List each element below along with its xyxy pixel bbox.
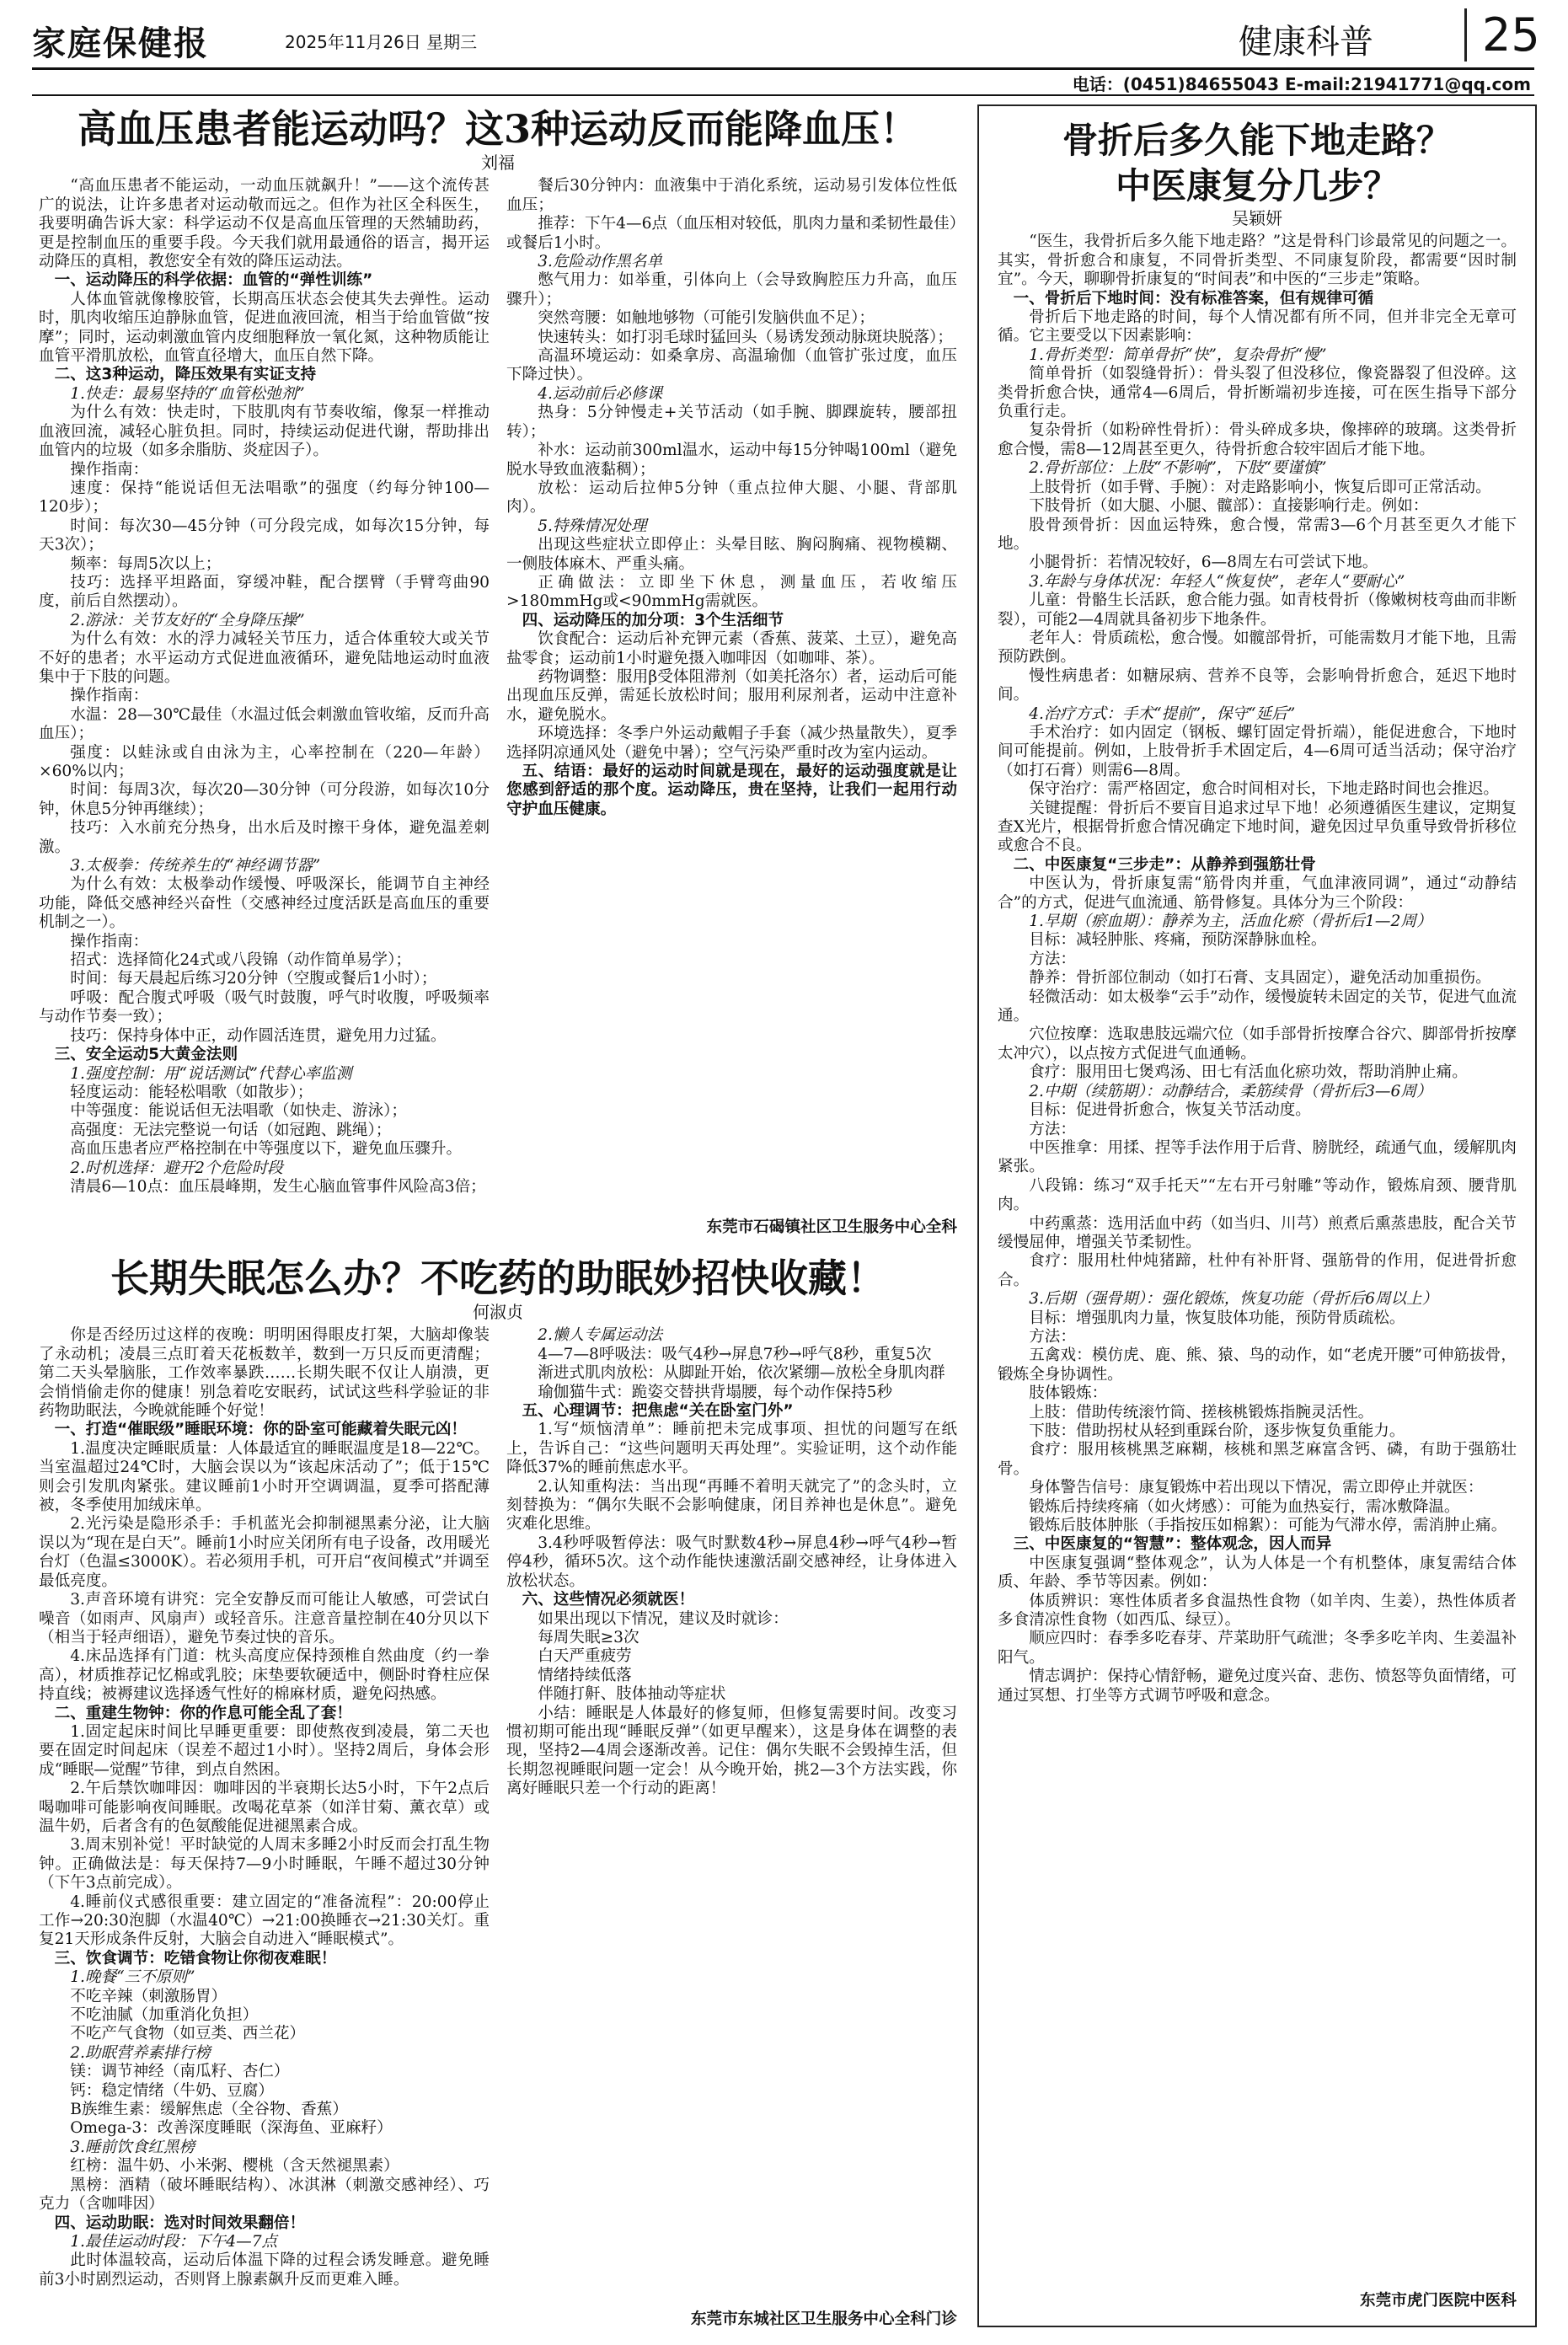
article-title: 高血压患者能运动吗？这3种运动反而能降血压！ <box>77 106 918 152</box>
paragraph: 3.周末别补觉！平时缺觉的人周末多睡2小时反而会打乱生物钟。正确做法是：每天保持7—9小时睡眠，午睡不超过30分钟（下午3点前完成）。 <box>39 1836 490 1893</box>
subheading: 3.危险动作黑名单 <box>538 253 663 271</box>
section-name: 健康科普 <box>1239 23 1373 62</box>
paragraph: 餐后30分钟内：血液集中于消化系统，运动易引发体位性低血压； <box>506 177 957 214</box>
paragraph: 伴随打鼾、肢体抽动等症状 <box>538 1685 726 1704</box>
paragraph: 水温：28—30℃最佳（水温过低会刺激血管收缩，反而升高血压）； <box>39 705 490 743</box>
paragraph: 中等强度：能说话但无法唱歌（如快走、游泳）； <box>70 1102 407 1121</box>
article-body <box>39 1326 957 2307</box>
paragraph: 儿童：骨骼生长活跃，愈合能力强。如青枝骨折（像嫩树枝弯曲而非断裂），可能2—4周就具备初步下地条件。 <box>998 592 1517 629</box>
paragraph: 下肢骨折（如大腿、小腿、髋部）：直接影响行走。例如： <box>1029 497 1429 516</box>
article-org: 东莞市东城社区卫生服务中心全科门诊 <box>690 2310 957 2329</box>
paragraph: 正确做法：立即坐下休息，测量血压，若收缩压>180mmHg或<90mmHg需就医。 <box>506 573 957 611</box>
paragraph: 时间：每周3次，每次20—30分钟（可分段游，如每次10分钟，休息5分钟再继续）； <box>39 781 490 818</box>
paragraph: 顺应四时：春季多吃春芽、芹菜助肝气疏泄；冬季多吃羊肉、生姜温补阳气。 <box>998 1630 1517 1667</box>
section-heading: 一、打造“催眠级”睡眠环境：你的卧室可能藏着失眠元凶！ <box>54 1421 467 1439</box>
paragraph: 憋气用力：如举重，引体向上（会导致胸腔压力升高，血压骤升）； <box>506 271 957 308</box>
article-insomnia <box>39 1254 957 2329</box>
paragraph: 速度：保持“能说话但无法唱歌”的强度（约每分钟100—120步）； <box>39 479 490 517</box>
paragraph: 中医认为，骨折康复需“筋骨肉并重，气血津液同调”，通过“动静结合”的方式，促进气血流通、筋骨修复。具体分为三个阶段： <box>998 875 1517 912</box>
paragraph: 饮食配合：运动后补充钾元素（香蕉、菠菜、土豆），避免高盐零食；运动前1小时避免摄入咖啡因（如咖啡、茶）。 <box>506 630 957 667</box>
paragraph: 技巧：选择平坦路面，穿缓冲鞋，配合摆臂（手臂弯曲90度，前后自然摆动）。 <box>39 573 490 611</box>
paragraph: 白天严重疲劳 <box>538 1647 632 1666</box>
subheading: 2.助眠营养素排行榜 <box>70 2043 211 2062</box>
paragraph: 出现这些症状立即停止：头晕目眩、胸闷胸痛、视物模糊、一侧肢体麻木、严重头痛。 <box>506 536 957 573</box>
subheading: 1.强度控制：用“说话测试”代替心率监测 <box>70 1064 352 1083</box>
subheading: 1.最佳运动时段：下午4—7点 <box>70 2232 278 2251</box>
paragraph: 方法： <box>1029 1327 1076 1346</box>
paragraph: 情绪持续低落 <box>538 1666 632 1684</box>
paragraph: 1.温度决定睡眠质量：人体最适宜的睡眠温度是18—22℃。当室温超过24℃时，大脑会误以为“该起床活动了”；低于15℃则会引发肌肉紧张。建议睡前1小时开空调调温，夏季可搭配薄被，冬季使用加绒床单。 <box>39 1439 490 1515</box>
section-heading: 三、中医康复的“智慧”：整体观念，因人而异 <box>1013 1535 1332 1554</box>
paragraph: 为什么有效：快走时，下肢肌肉有节奏收缩，像泵一样推动血液回流，减轻心脏负担。同时，持续运动促进代谢，帮助排出血管内的垃圾（如多余脂肪、炎症因子）。 <box>39 404 490 460</box>
paragraph: “高血压患者不能运动，一动血压就飙升！”——这个流传甚广的说法，让许多患者对运动敬而远之。但作为社区全科医生，我要明确告诉大家：科学运动不仅是高血压管理的天然辅助药，更是控制血压的重要手段。今天我们就用最通俗的语言，揭开运动降压的真相，教您安全有效的降压运动法。 <box>39 177 490 271</box>
paragraph: 2.认知重构法：当出现“再睡不着明天就完了”的念头时，立刻替换为：“偶尔失眠不会影响健康，闭目养神也是休息”。避免灾难化思维。 <box>506 1477 957 1534</box>
article-fracture <box>998 118 1517 2312</box>
subheading: 3.后期（强骨期）：强化锻炼，恢复功能（骨折后6周以上） <box>1029 1290 1438 1309</box>
section-heading: 一、运动降压的科学依据：血管的“弹性训练” <box>54 271 373 290</box>
subheading: 4.运动前后必修课 <box>538 384 663 403</box>
paragraph: 2.午后禁饮咖啡因：咖啡因的半衰期长达5小时，下午2点后喝咖啡可能影响夜间睡眠。改喝花草茶（如洋甘菊、薰衣草）或温牛奶，后者含有的色氨酸能促进褪黑素合成。 <box>39 1780 490 1835</box>
paragraph: 简单骨折（如裂缝骨折）：骨头裂了但没移位，像瓷器裂了但没碎。这类骨折愈合快，通常4—6周后，骨折断端初步连接，可在医生指导下部分负重行走。 <box>998 365 1517 421</box>
paragraph: 股骨颈骨折：因血运特殊，愈合慢，常需3—6个月甚至更久才能下地。 <box>998 516 1517 553</box>
paragraph: 食疗：服用核桃黑芝麻糊，核桃和黑芝麻富含钙、磷，有助于强筋壮骨。 <box>998 1441 1517 1478</box>
section-heading: 四、运动降压的加分项：3个生活细节 <box>522 611 784 629</box>
section-heading: 四、运动助眠：选对时间效果翻倍！ <box>54 2214 306 2232</box>
paragraph: 渐进式肌肉放松：从脚趾开始，依次紧绷—放松全身肌肉群 <box>538 1364 945 1383</box>
paragraph: B族维生素：缓解焦虑（全谷物、香蕉） <box>70 2101 348 2119</box>
paragraph: 强度：以蛙泳或自由泳为主，心率控制在（220—年龄）×60%以内； <box>39 743 490 780</box>
paragraph: 3.4秒呼吸暂停法：吸气时默数4秒→屏息4秒→呼气4秒→暂停4秒，循环5次。这个动作能快速激活副交感神经，让身体进入放松状态。 <box>506 1534 957 1590</box>
article-org: 东莞市虎门医院中医科 <box>1360 2292 1517 2310</box>
paragraph: 红榜：温牛奶、小米粥、樱桃（含天然褪黑素） <box>70 2157 399 2176</box>
paragraph: 食疗：服用田七煲鸡汤、田七有活血化瘀功效，帮助消肿止痛。 <box>1029 1063 1468 1082</box>
contact-info: 电话：(0451)84655043 E-mail:21941771@qq.com <box>1072 74 1531 94</box>
paragraph: 不吃油腻（加重消化负担） <box>70 2006 259 2025</box>
paragraph: 静养：骨折部位制动（如打石膏、支具固定），避免活动加重损伤。 <box>1029 969 1491 988</box>
paragraph: 每周失眠≥3次 <box>538 1628 640 1646</box>
paragraph: 补水：运动前300ml温水，运动中每15分钟喝100ml（避免脱水导致血液黏稠）； <box>506 442 957 479</box>
paragraph: 钙：稳定情绪（牛奶、豆腐） <box>70 2081 274 2100</box>
article-title: 长期失眠怎么办？不吃药的助眠妙招快收藏！ <box>110 1255 886 1301</box>
paragraph: 八段锦：练习“双手托天”“左右开弓射雕”等动作，锻炼肩颈、腰背肌肉。 <box>998 1176 1517 1214</box>
paragraph: 频率：每周5次以上； <box>70 554 222 573</box>
subheading: 3.年龄与身体状况：年轻人“恢复快”，老年人“要耐心” <box>1029 572 1405 591</box>
paragraph: 3.声音环境有讲究：完全安静反而可能让人敏感，可尝试白噪音（如雨声、风扇声）或轻音乐。注意音量控制在40分贝以下（相当于轻声细语），避免节奏过快的音乐。 <box>39 1591 490 1646</box>
paragraph: 突然弯腰：如触地够物（可能引发脑供血不足）； <box>538 309 875 328</box>
header-rule-2 <box>32 94 1534 96</box>
paragraph: 体质辨识：寒性体质者多食温热性食物（如羊肉、生姜），热性体质者多食清凉性食物（如西瓜、绿豆）。 <box>998 1592 1517 1630</box>
paragraph: 快速转头：如打羽毛球时猛回头（易诱发颈动脉斑块脱落）； <box>538 328 953 346</box>
paragraph: 为什么有效：太极拳动作缓慢、呼吸深长，能调节自主神经功能，降低交感神经兴奋性（交感神经过度活跃是高血压的重要机制之一）。 <box>39 875 490 932</box>
paragraph: 小结：睡眠是人体最好的修复师，但修复需要时间。改变习惯初期可能出现“睡眠反弹”（如更早醒来），这是身体在调整的表现，坚持2—4周会逐渐改善。记住：偶尔失眠不会毁掉生活，但长期忽视睡眠问题一定会！从今晚开始，挑2—3个方法实践，你离好睡眠只差一个行动的距离！ <box>506 1704 957 1798</box>
paragraph: 目标：增强肌肉力量，恢复肢体功能，预防骨质疏松。 <box>1029 1309 1405 1327</box>
paragraph: 不吃产气食物（如豆类、西兰花） <box>70 2025 306 2043</box>
paragraph: 方法： <box>1029 1120 1076 1138</box>
masthead <box>32 8 1540 63</box>
section-heading: 五、结语：最好的运动时间就是现在，最好的运动强度就是让您感到舒适的那个度。运动降压，贵在坚持，让我们一起用行动守护血压健康。 <box>506 763 957 818</box>
issue-date: 2025年11月26日 星期三 <box>285 32 478 52</box>
paragraph: 中药熏蒸：选用活血中药（如当归、川芎）煎煮后熏蒸患肢，配合关节缓慢屈伸，增强关节柔韧性。 <box>998 1214 1517 1251</box>
paragraph: 药物调整：服用β受体阻滞剂（如美托洛尔）者，运动后可能出现血压反弹，需延长放松时间；服用利尿剂者，运动中注意补水，避免脱水。 <box>506 667 957 724</box>
paragraph: 轻度运动：能轻松唱歌（如散步）； <box>70 1083 313 1101</box>
subheading: 1.早期（瘀血期）：静养为主，活血化瘀（骨折后1—2周） <box>1029 913 1432 931</box>
paragraph: 高血压患者应严格控制在中等强度以下，避免血压骤升。 <box>70 1140 463 1159</box>
paragraph: 锻炼后肢体肿胀（手指按压如棉絮）：可能为气滞水停，需消肿止痛。 <box>1029 1517 1507 1535</box>
subheading: 2.中期（续筋期）：动静结合，柔筋续骨（骨折后3—6周） <box>1029 1082 1432 1100</box>
paragraph: 为什么有效：水的浮力减轻关节压力，适合体重较大或关节不好的患者；水平运动方式促进血液循环，避免陆地运动时血液集中于下肢的问题。 <box>39 630 490 686</box>
section-heading: 二、这3种运动，降压效果有实证支持 <box>54 366 317 384</box>
paragraph: 招式：选择简化24式或八段锦（动作简单易学）； <box>70 951 412 970</box>
paragraph: 下肢：借助拐杖从轻到重踩台阶，逐步恢复负重能力。 <box>1029 1422 1405 1440</box>
paragraph: 技巧：保持身体中正，动作圆活连贯，避免用力过猛。 <box>70 1026 447 1045</box>
paragraph: 复杂骨折（如粉碎性骨折）：骨头碎成多块，像摔碎的玻璃。这类骨折愈合慢，需8—12周甚至更久，待骨折愈合较牢固后才能下地。 <box>998 421 1517 458</box>
paragraph: 目标：促进骨折愈合，恢复关节活动度。 <box>1029 1101 1311 1120</box>
paragraph: 中医推拿：用揉、捏等手法作用于后背、膀胱经，疏通气血，缓解肌肉紧张。 <box>998 1138 1517 1176</box>
section-heading: 六、这些情况必须就医！ <box>522 1591 695 1609</box>
paragraph: 热身：5分钟慢走+关节活动（如手腕、脚踝旋转，腰部扭转）； <box>506 404 957 441</box>
section-heading: 二、中医康复“三步走”：从静养到强筋壮骨 <box>1013 855 1316 874</box>
paragraph: 镁：调节神经（南瓜籽、杏仁） <box>70 2063 290 2081</box>
paragraph: 人体血管就像橡胶管，长期高压状态会使其失去弹性。运动时，肌肉收缩压迫静脉血管，促进血液回流，相当于给血管做“按摩”；同时，运动刺激血管内皮细胞释放一氧化氮，这种物质能让血管平滑肌放松，血管直径增大，血压自然下降。 <box>39 290 490 366</box>
paragraph: 轻微活动：如太极拳“云手”动作，缓慢旋转未固定的关节，促进气血流通。 <box>998 988 1517 1025</box>
paragraph: 关键提醒：骨折后不要盲目追求过早下地！必须遵循医生建议，定期复查X光片，根据骨折愈合情况确定下地时间，避免因过早负重导致骨折移位或愈合不良。 <box>998 799 1517 855</box>
header-rule <box>32 67 1534 70</box>
paragraph: 中医康复强调“整体观念”，认为人体是一个有机整体，康复需结合体质、年龄、季节等因素。例如： <box>998 1554 1517 1592</box>
paragraph: 高强度：无法完整说一句话（如冠跑、跳绳）； <box>70 1121 392 1139</box>
paragraph: 高温环境运动：如桑拿房、高温瑜伽（血管扩张过度，血压下降过快）。 <box>506 347 957 384</box>
paragraph: 此时体温较高，运动后体温下降的过程会诱发睡意。避免睡前3小时剧烈运动，否则肾上腺素飙升反而更难入睡。 <box>39 2251 490 2289</box>
article-body <box>39 177 957 1215</box>
article-title-line2: 中医康复分几步？ <box>1115 165 1399 206</box>
paragraph: 放松：运动后拉伸5分钟（重点拉伸大腿、小腿、背部肌肉）。 <box>506 479 957 517</box>
paragraph: 身体警告信号：康复锻炼中若出现以下情况，需立即停止并就医： <box>1029 1479 1484 1497</box>
paragraph: 不吃辛辣（刺激肠胃） <box>70 1987 227 2005</box>
paragraph: 骨折后下地走路的时间，每个人情况都有所不同，但并非完全无章可循。它主要受以下因素影响： <box>998 308 1517 345</box>
section-heading: 一、骨折后下地时间：没有标准答案，但有规律可循 <box>1013 289 1374 308</box>
paragraph: 1.固定起床时间比早睡更重要：即使熬夜到凌晨，第二天也要在固定时间起床（误差不超过1小时）。坚持2周后，身体会形成“睡眠—觉醒”节律，到点自然困。 <box>39 1722 490 1779</box>
subheading: 3.睡前饮食红黑榜 <box>70 2138 195 2156</box>
paragraph: 手术治疗：如内固定（钢板、螺钉固定骨折端），能促进愈合，下地时间可能提前。例如，上肢骨折手术固定后，4—6周可适当活动；保守治疗（如打石膏）则需6—8周。 <box>998 723 1517 779</box>
paragraph: 上肢骨折（如手臂、手腕）：对走路影响小，恢复后即可正常活动。 <box>1029 478 1491 496</box>
page-number: 25 <box>1464 8 1540 62</box>
paragraph: 推荐：下午4—6点（血压相对较低，肌肉力量和柔韧性最佳）或餐后1小时。 <box>506 215 957 252</box>
article-author: 吴颖妍 <box>1232 208 1282 228</box>
article-author: 何淑贞 <box>473 1302 523 1322</box>
paragraph: 慢性病患者：如糖尿病、营养不良等，会影响骨折愈合，延迟下地时间。 <box>998 667 1517 704</box>
paragraph: 呼吸：配合腹式呼吸（吸气时鼓腹，呼气时收腹，呼吸频率与动作节奏一致）； <box>39 988 490 1026</box>
article-body <box>998 233 1517 2289</box>
paragraph: 时间：每次30—45分钟（可分段完成，如每次15分钟，每天3次）； <box>39 517 490 554</box>
paragraph: 锻炼后持续疼痛（如火烤感）：可能为血热妄行，需冰敷降温。 <box>1029 1497 1460 1516</box>
paragraph: 时间：每天晨起后练习20分钟（空腹或餐后1小时）； <box>70 970 437 988</box>
section-heading: 五、心理调节：把焦虑“关在卧室门外” <box>522 1402 794 1421</box>
paragraph: 清晨6—10点：血压晨峰期，发生心脑血管事件风险高3倍； <box>70 1177 486 1196</box>
article-fracture-box <box>977 104 1537 2327</box>
paragraph: 保守治疗：需严格固定，愈合时间相对长，下地走路时间也会推迟。 <box>1029 780 1500 799</box>
paragraph: Omega-3：改善深度睡眠（深海鱼、亚麻籽） <box>70 2119 393 2138</box>
section-heading: 三、饮食调节：吃错食物让你彻夜难眠！ <box>54 1949 337 1968</box>
paragraph: 4.睡前仪式感很重要：建立固定的“准备流程”：20:00停止工作→20:30泡脚（水温40℃）→21:00换睡衣→21:30关灯。重复21天形成条件反射，大脑会自动进入“睡眠模式”。 <box>39 1893 490 1949</box>
paragraph: 1.写“烦恼清单”：睡前把未完成事项、担忧的问题写在纸上，告诉自己：“这些问题明天再处理”。实验证明，这个动作能降低37%的睡前焦虑水平。 <box>506 1421 957 1477</box>
paragraph: 方法： <box>1029 950 1076 968</box>
paragraph: 老年人：骨质疏松，愈合慢。如髋部骨折，可能需数月才能下地，且需预防跌倒。 <box>998 629 1517 667</box>
subheading: 1.骨折类型：简单骨折“快”，复杂骨折“慢” <box>1029 345 1327 364</box>
subheading: 2.时机选择：避开2个危险时段 <box>70 1159 283 1177</box>
paragraph: 情志调护：保持心情舒畅，避免过度兴奋、悲伤、愤怒等负面情绪，可通过冥想、打坐等方式调节呼吸和意念。 <box>998 1668 1517 1705</box>
subheading: 2.游泳：关节友好的“全身降压操” <box>70 611 305 629</box>
paragraph: 穴位按摩：选取患肢远端穴位（如手部骨折按摩合谷穴、脚部骨折按摩太冲穴），以点按方式促进气血通畅。 <box>998 1025 1517 1063</box>
subheading: 5.特殊情况处理 <box>538 517 647 535</box>
paragraph: 小腿骨折：若情况较好，6—8周左右可尝试下地。 <box>1029 554 1378 572</box>
paragraph: 目标：减轻肿胀、疼痛，预防深静脉血栓。 <box>1029 931 1327 950</box>
paragraph: 环境选择：冬季户外运动戴帽子手套（减少热量散失），夏季选择阴凉通风处（避免中暑）；空气污染严重时改为室内运动。 <box>506 725 957 762</box>
paragraph: 肢体锻炼： <box>1029 1384 1108 1403</box>
article-org: 东莞市石碣镇社区卫生服务中心全科 <box>706 1218 957 1237</box>
paragraph: 操作指南： <box>70 460 149 479</box>
paragraph: 食疗：服用杜仲炖猪蹄，杜仲有补肝肾、强筋骨的作用，促进骨折愈合。 <box>998 1252 1517 1289</box>
article-hypertension <box>39 104 957 1235</box>
paragraph: 如果出现以下情况，建议及时就诊： <box>538 1609 789 1628</box>
paragraph: 黑榜：酒精（破坏睡眠结构）、冰淇淋（刺激交感神经）、巧克力（含咖啡因） <box>39 2176 490 2214</box>
paragraph: 五禽戏：模仿虎、鹿、熊、猿、鸟的动作，如“老虎开腰”可伸筋拔骨，锻炼全身协调性。 <box>998 1347 1517 1384</box>
paragraph: 上肢：借助传统滚竹筒、搓核桃锻炼指腕灵活性。 <box>1029 1403 1374 1421</box>
subheading: 3.太极拳：传统养生的“神经调节器” <box>70 857 321 875</box>
paragraph: 4—7—8呼吸法：吸气4秒→屏息7秒→呼气8秒，重复5次 <box>538 1345 932 1363</box>
subheading: 4.治疗方式：手术“提前”，保守“延后” <box>1029 704 1296 723</box>
article-title-line1: 骨折后多久能下地走路？ <box>1062 120 1452 161</box>
subheading: 1.晚餐“三不原则” <box>70 1968 195 1987</box>
paragraph: 2.光污染是隐形杀手：手机蓝光会抑制褪黑素分泌，让大脑误以为“现在是白天”。睡前1小时应关闭所有电子设备，改用暖光台灯（色温≤3000K）。若必须用手机，可开启“夜间模式”并调至最低亮度。 <box>39 1515 490 1590</box>
subheading: 2.懒人专属运动法 <box>538 1326 663 1345</box>
subheading: 2.骨折部位：上肢“不影响”，下肢“要谨慎” <box>1029 459 1327 478</box>
paragraph: “医生，我骨折后多久能下地走路？”这是骨科门诊最常见的问题之一。其实，骨折愈合和康复，不同骨折类型、不同康复阶段，都需要“因时制宜”。今天，聊聊骨折康复的“时间表”和中医的“三步走”策略。 <box>998 233 1517 289</box>
paragraph: 你是否经历过这样的夜晚：明明困得眼皮打架，大脑却像装了永动机；凌晨三点盯着天花板数羊，数到一万只反而更清醒；第二天头晕脑胀，工作效率暴跌……长期失眠不仅让人崩溃，更会悄悄偷走你的健康！别急着吃安眠药，试试这些科学验证的非药物助眠法，今晚就能睡个好觉！ <box>39 1326 490 1421</box>
paragraph: 操作指南： <box>70 687 149 705</box>
paper-name: 家庭保健报 <box>32 24 209 63</box>
paragraph: 4.床品选择有门道：枕头高度应保持颈椎自然曲度（约一拳高），材质推荐记忆棉或乳胶；床垫要软硬适中，侧卧时脊柱应保持直线；被褥建议选择透气性好的棉麻材质，避免闷热感。 <box>39 1647 490 1704</box>
section-heading: 三、安全运动5大黄金法则 <box>54 1046 238 1064</box>
article-author: 刘福 <box>481 153 515 173</box>
paragraph: 技巧：入水前充分热身，出水后及时擦干身体，避免温差刺激。 <box>39 819 490 856</box>
subheading: 1.快走：最易坚持的“血管松弛剂” <box>70 384 305 403</box>
section-heading: 二、重建生物钟：你的作息可能全乱了套！ <box>54 1704 352 1722</box>
paragraph: 瑜伽猫牛式：跪姿交替拱背塌腰，每个动作保持5秒 <box>538 1383 893 1401</box>
paragraph: 操作指南： <box>70 932 149 950</box>
